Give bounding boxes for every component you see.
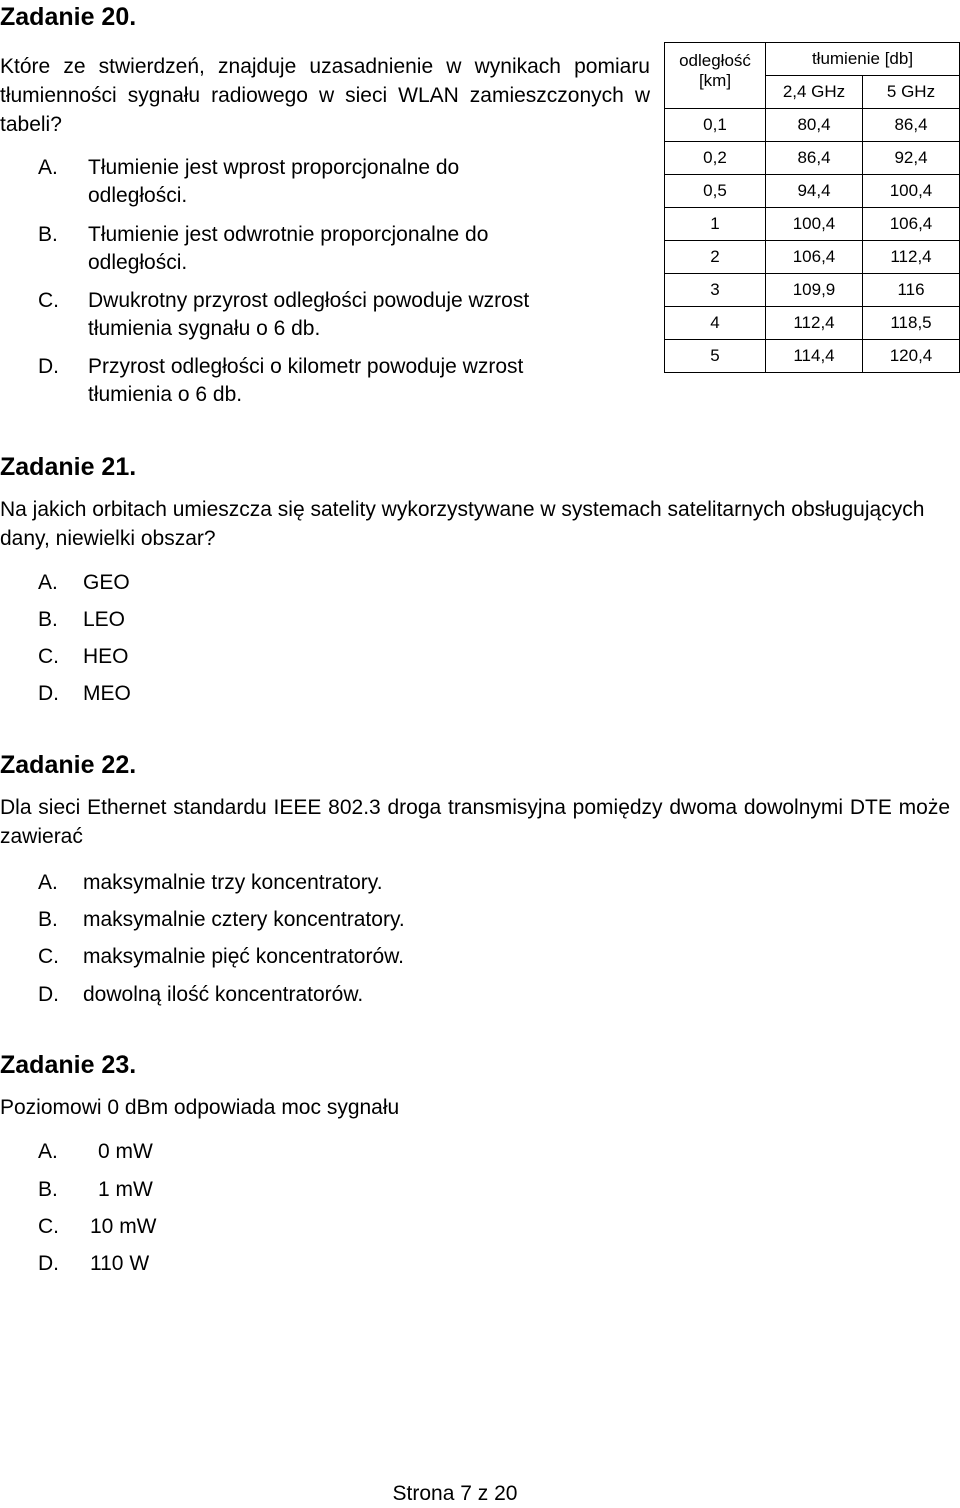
- q22-question: Dla sieci Ethernet standardu IEEE 802.3 droga transmisyjna pomiędzy dwoma dowolnymi DTE może zawierać: [0, 796, 950, 848]
- option-letter: D.: [38, 1252, 59, 1275]
- q20-heading: Zadanie 20.: [0, 3, 137, 31]
- q21-option-c: [38, 643, 338, 671]
- option-letter: B.: [38, 1178, 58, 1201]
- option-letter: A.: [38, 156, 58, 179]
- q20-option-c: [38, 287, 638, 343]
- option-text: 1 mW: [98, 1178, 153, 1201]
- freq-header-5ghz: 5 GHz: [863, 76, 960, 109]
- option-letter: A.: [38, 571, 58, 594]
- table-row: [665, 274, 960, 307]
- option-letter: D.: [38, 682, 59, 705]
- table-row: [665, 340, 960, 373]
- option-text: maksymalnie cztery koncentratory.: [83, 908, 405, 931]
- distance-cell: 1: [665, 208, 766, 241]
- option-text: MEO: [83, 682, 131, 705]
- q21-option-d: [38, 680, 338, 708]
- attenuation-2-4ghz-cell: 80,4: [766, 109, 863, 142]
- q23-heading: Zadanie 23.: [0, 1051, 137, 1079]
- distance-cell: 0,5: [665, 175, 766, 208]
- q22-option-d: [38, 981, 638, 1009]
- option-letter: B.: [38, 608, 58, 631]
- option-text-continued: tłumienia sygnału o 6 db.: [88, 317, 321, 340]
- attenuation-2-4ghz-cell: 86,4: [766, 142, 863, 175]
- table-row: [665, 241, 960, 274]
- option-text-continued: tłumienia o 6 db.: [88, 383, 243, 406]
- table-row: [665, 109, 960, 142]
- attenuation-2-4ghz-cell: 94,4: [766, 175, 863, 208]
- table-row: [665, 175, 960, 208]
- option-letter: B.: [38, 223, 58, 246]
- q22-option-b: [38, 906, 638, 934]
- distance-cell: 3: [665, 274, 766, 307]
- q22-heading: Zadanie 22.: [0, 751, 137, 779]
- option-text: maksymalnie trzy koncentratory.: [83, 871, 383, 894]
- table-row: [665, 142, 960, 175]
- option-text: 110 W: [90, 1252, 150, 1275]
- distance-cell: 0,2: [665, 142, 766, 175]
- option-letter: C.: [38, 1215, 59, 1238]
- option-text: Tłumienie jest wprost proporcjonalne do: [88, 156, 460, 179]
- option-letter: D.: [38, 355, 59, 378]
- q23-option-b: [38, 1176, 338, 1204]
- option-text-continued: odległości.: [88, 251, 188, 274]
- distance-cell: 2: [665, 241, 766, 274]
- q23-option-c: [38, 1213, 338, 1241]
- q22-option-a: [38, 869, 638, 897]
- attenuation-2-4ghz-cell: 100,4: [766, 208, 863, 241]
- attenuation-5ghz-cell: 120,4: [863, 340, 960, 373]
- attenuation-5ghz-cell: 116: [863, 274, 960, 307]
- option-text: HEO: [83, 645, 129, 668]
- q23-question: Poziomowi 0 dBm odpowiada moc sygnału: [0, 1096, 400, 1119]
- option-text: Przyrost odległości o kilometr powoduje wzrost: [88, 355, 524, 378]
- q23-option-d: [38, 1250, 338, 1278]
- option-text: Dwukrotny przyrost odległości powoduje wzrost: [88, 289, 530, 312]
- attenuation-2-4ghz-cell: 106,4: [766, 241, 863, 274]
- option-letter: C.: [38, 945, 59, 968]
- table-row: [665, 307, 960, 340]
- attenuation-5ghz-cell: 112,4: [863, 241, 960, 274]
- distance-header: odległość [km]: [665, 43, 766, 109]
- option-letter: A.: [38, 1140, 58, 1163]
- attenuation-5ghz-cell: 92,4: [863, 142, 960, 175]
- q21-option-b: [38, 606, 338, 634]
- q20-option-a: [38, 154, 638, 210]
- q23-option-a: [38, 1138, 338, 1166]
- option-text: 0 mW: [98, 1140, 153, 1163]
- page-footer: Strona 7 z 20: [392, 1482, 518, 1505]
- table-row: [665, 208, 960, 241]
- option-text: GEO: [83, 571, 130, 594]
- freq-header-2-4ghz: 2,4 GHz: [766, 76, 863, 109]
- option-text: maksymalnie pięć koncentratorów.: [83, 945, 404, 968]
- q20-option-b: [38, 221, 638, 277]
- option-text: LEO: [83, 608, 126, 631]
- attenuation-header: tłumienie [db]: [766, 43, 960, 76]
- option-letter: C.: [38, 289, 59, 312]
- q21-question: Na jakich orbitach umieszcza się satelity wykorzystywane w systemach satelitarnych obsługujących dany, niewielki obszar?: [0, 498, 925, 550]
- distance-cell: 5: [665, 340, 766, 373]
- option-text: Tłumienie jest odwrotnie proporcjonalne do: [88, 223, 489, 246]
- q20-question: Które ze stwierdzeń, znajduje uzasadnienie w wynikach pomiaru tłumienności sygnału radiowego w sieci WLAN zamieszczonych w tabeli?: [0, 55, 650, 136]
- q22-option-c: [38, 943, 638, 971]
- option-text: 10 mW: [90, 1215, 157, 1238]
- option-text: dowolną ilość koncentratorów.: [83, 983, 364, 1006]
- option-letter: A.: [38, 871, 58, 894]
- attenuation-2-4ghz-cell: 112,4: [766, 307, 863, 340]
- q21-heading: Zadanie 21.: [0, 453, 137, 481]
- option-letter: C.: [38, 645, 59, 668]
- attenuation-5ghz-cell: 118,5: [863, 307, 960, 340]
- option-letter: D.: [38, 983, 59, 1006]
- attenuation-2-4ghz-cell: 114,4: [766, 340, 863, 373]
- option-text-continued: odległości.: [88, 184, 188, 207]
- attenuation-2-4ghz-cell: 109,9: [766, 274, 863, 307]
- option-letter: B.: [38, 908, 58, 931]
- table-header-row: [665, 43, 960, 76]
- attenuation-5ghz-cell: 106,4: [863, 208, 960, 241]
- distance-cell: 0,1: [665, 109, 766, 142]
- distance-cell: 4: [665, 307, 766, 340]
- q21-option-a: [38, 569, 338, 597]
- attenuation-5ghz-cell: 100,4: [863, 175, 960, 208]
- attenuation-5ghz-cell: 86,4: [863, 109, 960, 142]
- q20-option-d: [38, 353, 638, 409]
- attenuation-table: [664, 42, 960, 373]
